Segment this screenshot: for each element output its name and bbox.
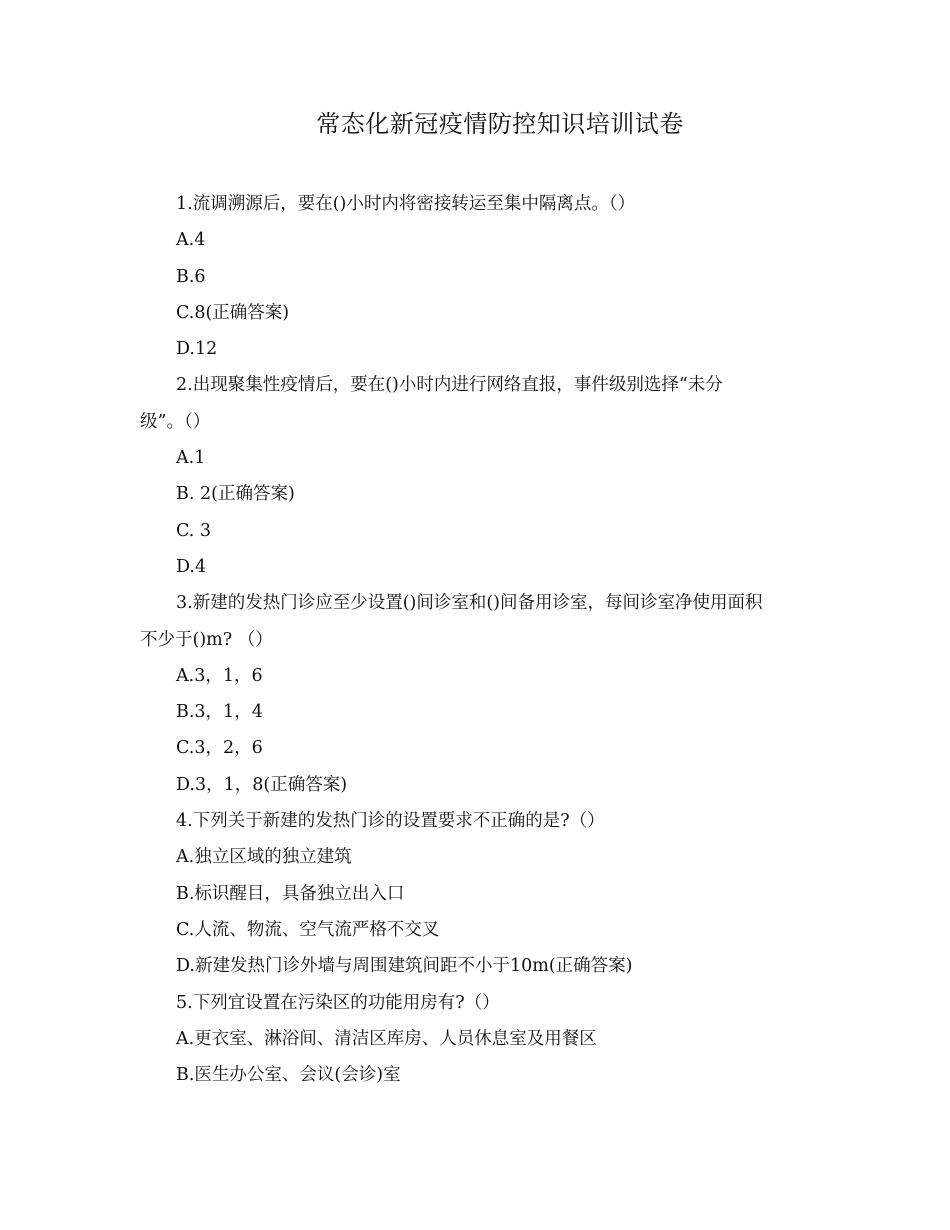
question-2-continuation: 级”。（）: [140, 411, 211, 432]
question-3-option-b: B.3，1，4: [176, 702, 263, 723]
question-5: 5.下列宜设置在污染区的功能用房有?（）: [176, 992, 500, 1013]
question-3-continuation: 不少于()m? （）: [140, 629, 273, 650]
question-4-option-b: B.标识醒目，具备独立出入口: [176, 883, 405, 904]
question-2: 2.出现聚集性疫情后，要在()小时内进行网络直报，事件级别选择“未分: [176, 375, 723, 396]
question-2-option-c: C. 3: [176, 520, 212, 541]
question-2-option-a: A.1: [176, 448, 206, 469]
question-3-option-a: A.3，1，6: [176, 665, 263, 686]
question-3: 3.新建的发热门诊应至少设置()间诊室和()间备用诊室，每间诊室净使用面积: [176, 593, 763, 614]
question-1-option-c: C.8(正确答案): [176, 302, 290, 323]
question-1: 1.流调溯源后，要在()小时内将密接转运至集中隔离点。（）: [176, 194, 636, 214]
question-2-option-b: B. 2(正确答案): [176, 484, 295, 505]
question-3-option-d: D.3，1，8(正确答案): [176, 774, 348, 795]
question-4: 4.下列关于新建的发热门诊的设置要求不正确的是?（）: [176, 811, 605, 832]
question-3-option-c: C.3，2，6: [176, 738, 263, 759]
question-1-option-d: D.12: [176, 339, 218, 360]
question-1-option-a: A.4: [176, 230, 206, 251]
question-4-option-c: C.人流、物流、空气流严格不交叉: [176, 919, 440, 940]
document-body: [140, 186, 820, 1093]
question-5-option-a: A.更衣室、淋浴间、清洁区库房、人员休息室及用餐区: [176, 1028, 597, 1049]
question-5-option-b: B.医生办公室、会议(会诊)室: [176, 1065, 401, 1086]
question-4-option-a: A.独立区域的独立建筑: [176, 847, 352, 868]
question-4-option-d: D.新建发热门诊外墙与周围建筑间距不小于10m(正确答案): [176, 956, 633, 977]
question-1-option-b: B.6: [176, 266, 206, 287]
document-title: 常态化新冠疫情防控知识培训试卷: [316, 110, 684, 138]
question-2-option-d: D.4: [176, 556, 207, 577]
